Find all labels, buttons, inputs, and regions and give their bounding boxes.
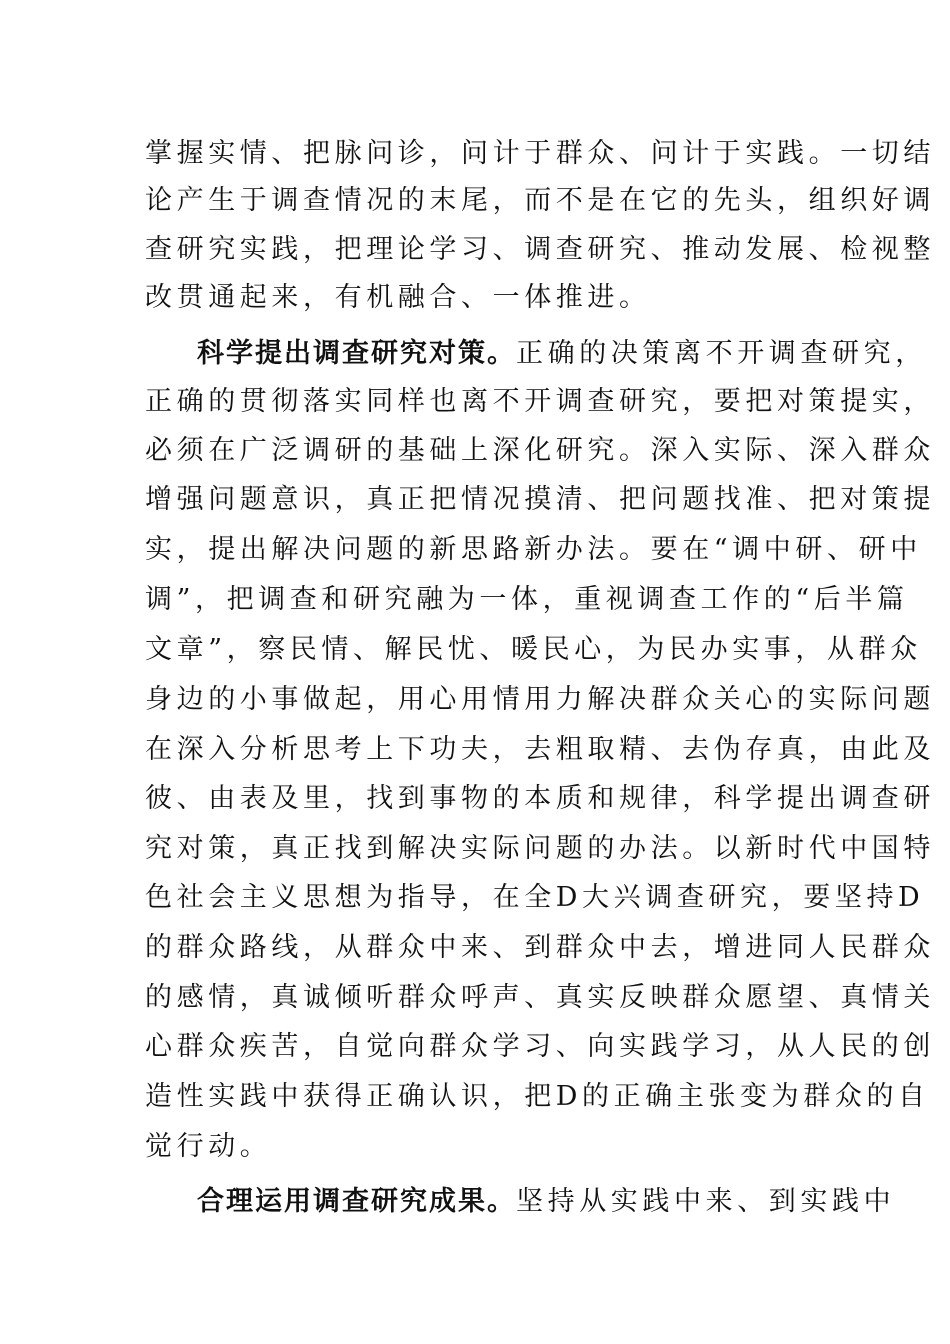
- body-line: 调”，把调查和研究融为一体，重视调查工作的“后半篇: [145, 584, 909, 615]
- body-line: 论产生于调查情况的末尾，而不是在它的先头，组织好调: [145, 185, 935, 216]
- body-line: 增强问题意识，真正把情况摸清、把问题找准、把对策提: [145, 484, 935, 515]
- section-heading: 科学提出调查研究对策。: [197, 338, 516, 369]
- body-text: 正确的决策离不开调查研究，: [516, 338, 927, 369]
- body-line: 觉行动。: [145, 1131, 272, 1162]
- body-line: 文章”，察民情、解民忧、暖民心，为民办实事，从群众: [145, 634, 922, 665]
- paragraph-first-line: [197, 338, 927, 370]
- body-line: 改贯通起来，有机融合、一体推进。: [145, 282, 651, 313]
- body-line: 必须在广泛调研的基础上深化研究。深入实际、深入群众: [145, 435, 935, 466]
- body-line: 在深入分析思考上下功夫，去粗取精、去伪存真，由此及: [145, 734, 935, 765]
- body-line: 彼、由表及里，找到事物的本质和规律，科学提出调查研: [145, 783, 935, 814]
- body-line: 查研究实践，把理论学习、调查研究、推动发展、检视整: [145, 234, 935, 265]
- paragraph-first-line: [197, 1186, 895, 1218]
- body-line: 掌握实情、把脉问诊，问计于群众、问计于实践。一切结: [145, 138, 935, 169]
- body-line: 正确的贯彻落实同样也离不开调查研究，要把对策提实，: [145, 386, 935, 417]
- body-line: 究对策，真正找到解决实际问题的办法。以新时代中国特: [145, 833, 935, 864]
- section-heading: 合理运用调查研究成果。: [197, 1186, 516, 1217]
- body-line: 的感情，真诚倾听群众呼声、真实反映群众愿望、真情关: [145, 982, 935, 1013]
- body-line: 实，提出解决问题的新思路新办法。要在“调中研、研中: [145, 534, 922, 565]
- body-line: 色社会主义思想为指导，在全D大兴调查研究，要坚持D: [145, 882, 925, 913]
- body-text: 坚持从实践中来、到实践中: [516, 1186, 896, 1217]
- body-line: 的群众路线，从群众中来、到群众中去，增进同人民群众: [145, 932, 935, 963]
- body-line: 心群众疾苦，自觉向群众学习、向实践学习，从人民的创: [145, 1031, 935, 1062]
- body-line: 造性实践中获得正确认识，把D的正确主张变为群众的自: [145, 1081, 930, 1112]
- body-line: 身边的小事做起，用心用情用力解决群众关心的实际问题: [145, 684, 935, 715]
